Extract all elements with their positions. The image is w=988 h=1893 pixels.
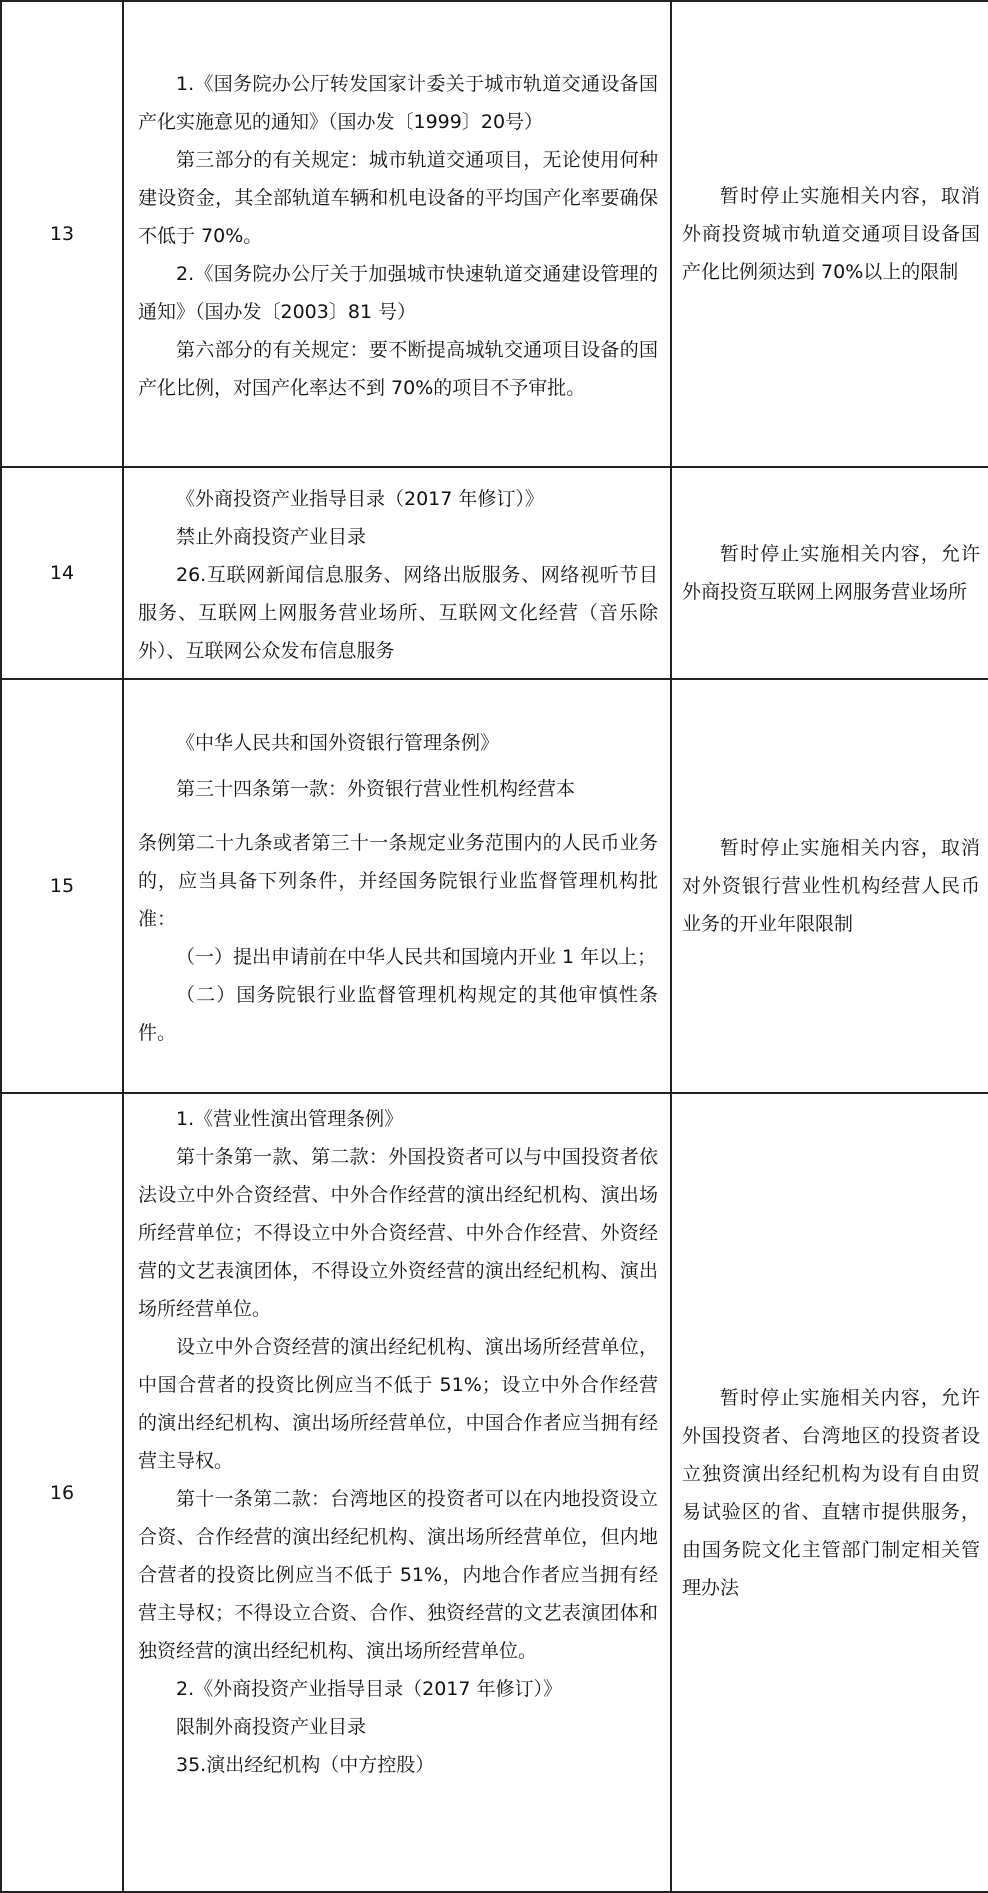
table-row — [1, 467, 988, 679]
law-paragraph: 禁止外商投资产业目录 — [176, 526, 367, 548]
law-paragraph: 设立中外合资经营的演出经纪机构、演出场所经营单位，中国合营者的投资比例应当不低于 51%；设立中外合作经营的演出经纪机构、演出场所经营单位，中国合作者应当拥有经营主导权。 — [138, 1336, 658, 1472]
law-paragraph: 第十条第一款、第二款：外国投资者可以与中国投资者依法设立中外合资经营、中外合作经营的演出经纪机构、演出场所经营单位；不得设立中外合资经营、中外合作经营、外资经营的文艺表演团体，不得设立外资经营的演出经纪机构、演出场所经营单位。 — [138, 1146, 658, 1320]
adjustment-measure-cell — [671, 679, 988, 1093]
law-provisions-cell — [123, 467, 671, 679]
law-paragraph: 2.《国务院办公厅关于加强城市快速轨道交通建设管理的通知》（国办发〔2003〕81 号） — [138, 263, 658, 323]
measure-text: 暂时停止实施相关内容，取消对外资银行营业性机构经营人民币业务的开业年限限制 — [682, 837, 980, 935]
law-paragraph: （二）国务院银行业监督管理机构规定的其他审慎性条件。 — [138, 984, 658, 1044]
adjustment-measure-cell — [671, 1093, 988, 1892]
law-paragraph: 第三部分的有关规定：城市轨道交通项目，无论使用何种建设资金，其全部轨道车辆和机电设备的平均国产化率要确保不低于 70%。 — [138, 149, 658, 247]
measure-text: 暂时停止实施相关内容，允许外商投资互联网上网服务营业场所 — [682, 543, 980, 603]
row-number: 13 — [1, 1, 123, 467]
law-paragraph: 《中华人民共和国外资银行管理条例》 — [176, 732, 500, 754]
adjustment-measure-cell — [671, 467, 988, 679]
row-number: 16 — [1, 1093, 123, 1892]
table-row — [1, 679, 988, 1093]
law-paragraph: 35.演出经纪机构（中方控股） — [176, 1754, 435, 1776]
law-paragraph: 《外商投资产业指导目录（2017 年修订）》 — [176, 488, 544, 510]
law-paragraph: （一）提出申请前在中华人民共和国境内开业 1 年以上； — [176, 946, 657, 968]
measure-text: 暂时停止实施相关内容，取消外商投资城市轨道交通项目设备国产化比例须达到 70%以上的限制 — [682, 185, 980, 283]
law-paragraph: 1.《国务院办公厅转发国家计委关于城市轨道交通设备国产化实施意见的通知》（国办发〔1999〕20号） — [138, 73, 658, 133]
measure-text: 暂时停止实施相关内容，允许外国投资者、台湾地区的投资者设立独资演出经纪机构为设有自由贸易试验区的省、直辖市提供服务，由国务院文化主管部门制定相关管理办法 — [682, 1386, 980, 1599]
law-paragraph: 条例第二十九条或者第三十一条规定业务范围内的人民币业务的，应当具备下列条件，并经国务院银行业监督管理机构批准： — [138, 832, 658, 930]
law-paragraph: 26.互联网新闻信息服务、网络出版服务、网络视听节目服务、互联网上网服务营业场所、互联网文化经营（音乐除外）、互联网公众发布信息服务 — [138, 564, 658, 662]
law-paragraph: 第六部分的有关规定：要不断提高城轨交通项目设备的国产化比例，对国产化率达不到 70%的项目不予审批。 — [138, 339, 658, 399]
law-paragraph: 第十一条第二款：台湾地区的投资者可以在内地投资设立合资、合作经营的演出经纪机构、演出场所经营单位，但内地合营者的投资比例应当不低于 51%，内地合作者应当拥有经营主导权；不得设立合资、合作、独资经营的文艺表演团体和独资经营的演出经纪机构、演出场所经营单位。 — [138, 1488, 658, 1662]
row-number: 14 — [1, 467, 123, 679]
law-paragraph: 第三十四条第一款：外资银行营业性机构经营本 — [176, 778, 576, 800]
law-provisions-cell — [123, 679, 671, 1093]
table-row — [1, 1, 988, 467]
law-paragraph: 限制外商投资产业目录 — [176, 1716, 367, 1738]
law-provisions-cell — [123, 1093, 671, 1892]
table-row — [1, 1093, 988, 1892]
row-number: 15 — [1, 679, 123, 1093]
law-paragraph: 2.《外商投资产业指导目录（2017 年修订）》 — [176, 1678, 563, 1700]
adjustment-measure-cell — [671, 1, 988, 467]
law-paragraph: 1.《营业性演出管理条例》 — [176, 1108, 404, 1130]
law-provisions-cell — [123, 1, 671, 467]
